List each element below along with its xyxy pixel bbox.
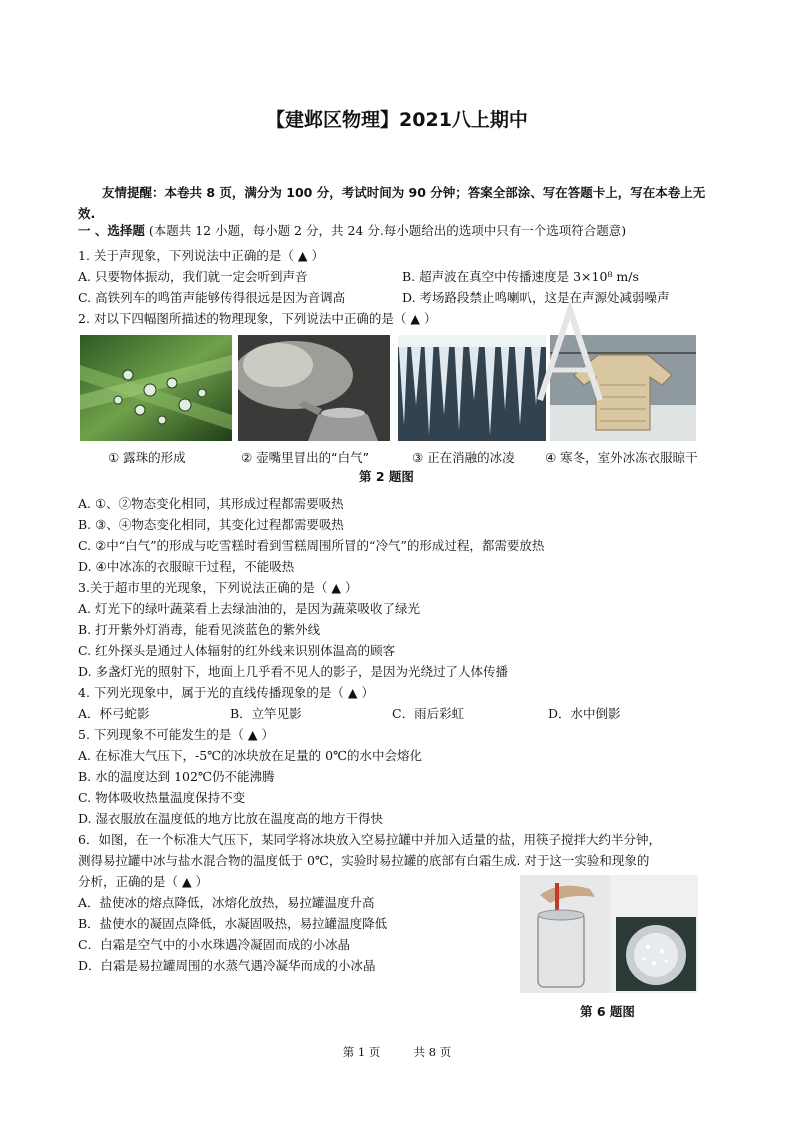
fig2-caption-4: ④ 寒冬，室外冰冻衣服晾干 — [545, 450, 698, 465]
fig2-caption-1: ① 露珠的形成 — [108, 450, 186, 465]
fig2-caption-2: ② 壶嘴里冒出的“白气” — [241, 450, 370, 465]
q6-option-c: C．白霜是空气中的小水珠遇冷凝固而成的小冰晶 — [78, 937, 351, 952]
q1-option-b: B. 超声波在真空中传播速度是 3×10⁸ m/s — [402, 269, 639, 284]
can-experiment-photo — [520, 875, 698, 993]
kettle-steam-photo — [238, 335, 390, 441]
q3-stem: 3.关于超市里的光现象，下列说法正确的是（ ▲ ） — [78, 580, 358, 595]
q5-option-b: B. 水的温度达到 102℃仍不能沸腾 — [78, 769, 275, 784]
q4-option-c: C．雨后彩虹 — [392, 706, 465, 721]
q4-option-d: D．水中倒影 — [548, 706, 621, 721]
exam-notice: 友情提醒：本卷共 8 页，满分为 100 分，考试时间为 90 分钟；答案全部涂、写在答题卡上，写在本卷上无效. — [78, 185, 706, 221]
q1-option-c: C. 高铁列车的鸣笛声能够传得很远是因为音调高 — [78, 290, 346, 305]
q5-option-d: D. 湿衣服放在温度低的地方比放在温度高的地方干得快 — [78, 811, 384, 826]
watermark-logo — [530, 300, 610, 410]
section-description: (本题共 12 小题，每小题 2 分，共 24 分.每小题给出的选项中只有一个选项符合题意) — [148, 223, 627, 238]
q2-stem: 2. 对以下四幅图所描述的物理现象，下列说法中正确的是（ ▲ ） — [78, 311, 437, 326]
q4-option-a: A．杯弓蛇影 — [78, 706, 150, 721]
dew-drops-photo — [80, 335, 232, 441]
page-total: 共 8 页 — [413, 1045, 452, 1059]
q5-stem: 5. 下列现象不可能发生的是（ ▲ ） — [78, 727, 274, 742]
q2-option-b: B. ③、④物态变化相同，其变化过程都需要吸热 — [78, 517, 344, 532]
q6-option-d: D．白霜是易拉罐周围的水蒸气遇冷凝华而成的小冰晶 — [78, 958, 376, 973]
q2-option-d: D. ④中冰冻的衣服晾干过程，不能吸热 — [78, 559, 295, 574]
fig6-title: 第 6 题图 — [580, 1004, 635, 1019]
q5-option-c: C. 物体吸收热量温度保持不变 — [78, 790, 246, 805]
q3-option-d: D. 多盏灯光的照射下，地面上几乎看不见人的影子，是因为光绕过了人体传播 — [78, 664, 509, 679]
page-footer — [0, 1044, 794, 1060]
section-heading — [78, 221, 626, 239]
q1-option-d: D. 考场路段禁止鸣喇叭，这是在声源处减弱噪声 — [402, 290, 670, 305]
q4-stem: 4. 下列光现象中，属于光的直线传播现象的是（ ▲ ） — [78, 685, 374, 700]
q1-stem: 1. 关于声现象，下列说法中正确的是（ ▲ ） — [78, 248, 324, 263]
section-title: 一 、选择题 — [78, 223, 145, 238]
page-number: 第 1 页 — [342, 1045, 381, 1059]
melting-icicles-photo — [398, 335, 546, 441]
q5-option-a: A. 在标准大气压下，-5℃的冰块放在足量的 0℃的水中会熔化 — [78, 748, 423, 763]
q2-option-c: C. ②中“白气”的形成与吃雪糕时看到雪糕周围所冒的“冷气”的形成过程，都需要放热 — [78, 538, 545, 553]
q6-option-a: A．盐使冰的熔点降低，冰熔化放热，易拉罐温度升高 — [78, 895, 375, 910]
fig2-title: 第 2 题图 — [359, 469, 414, 484]
q6-stem-line1: 6．如图，在一个标准大气压下，某同学将冰块放入空易拉罐中并加入适量的盐，用筷子搅拌大约半分钟， — [78, 832, 661, 847]
q3-option-b: B. 打开紫外灯消毒，能看见淡蓝色的紫外线 — [78, 622, 321, 637]
q3-option-a: A. 灯光下的绿叶蔬菜看上去绿油油的，是因为蔬菜吸收了绿光 — [78, 601, 420, 616]
q3-option-c: C. 红外探头是通过人体辐射的红外线来识别体温高的顾客 — [78, 643, 396, 658]
q4-option-b: B．立竿见影 — [230, 706, 302, 721]
q2-option-a: A. ①、②物态变化相同，其形成过程都需要吸热 — [78, 496, 344, 511]
q1-option-a: A. 只要物体振动，我们就一定会听到声音 — [78, 269, 308, 284]
fig2-caption-3: ③ 正在消融的冰凌 — [412, 450, 515, 465]
q6-stem-line2: 测得易拉罐中冰与盐水混合物的温度低于 0℃，实验时易拉罐的底部有白霜生成. 对于这一实验和现象的 — [78, 853, 650, 868]
q6-option-b: B．盐使水的凝固点降低，水凝固吸热，易拉罐温度降低 — [78, 916, 388, 931]
q6-stem-line3: 分析，正确的是（ ▲ ） — [78, 874, 209, 889]
page-title: 【建邺区物理】2021八上期中 — [266, 109, 528, 131]
